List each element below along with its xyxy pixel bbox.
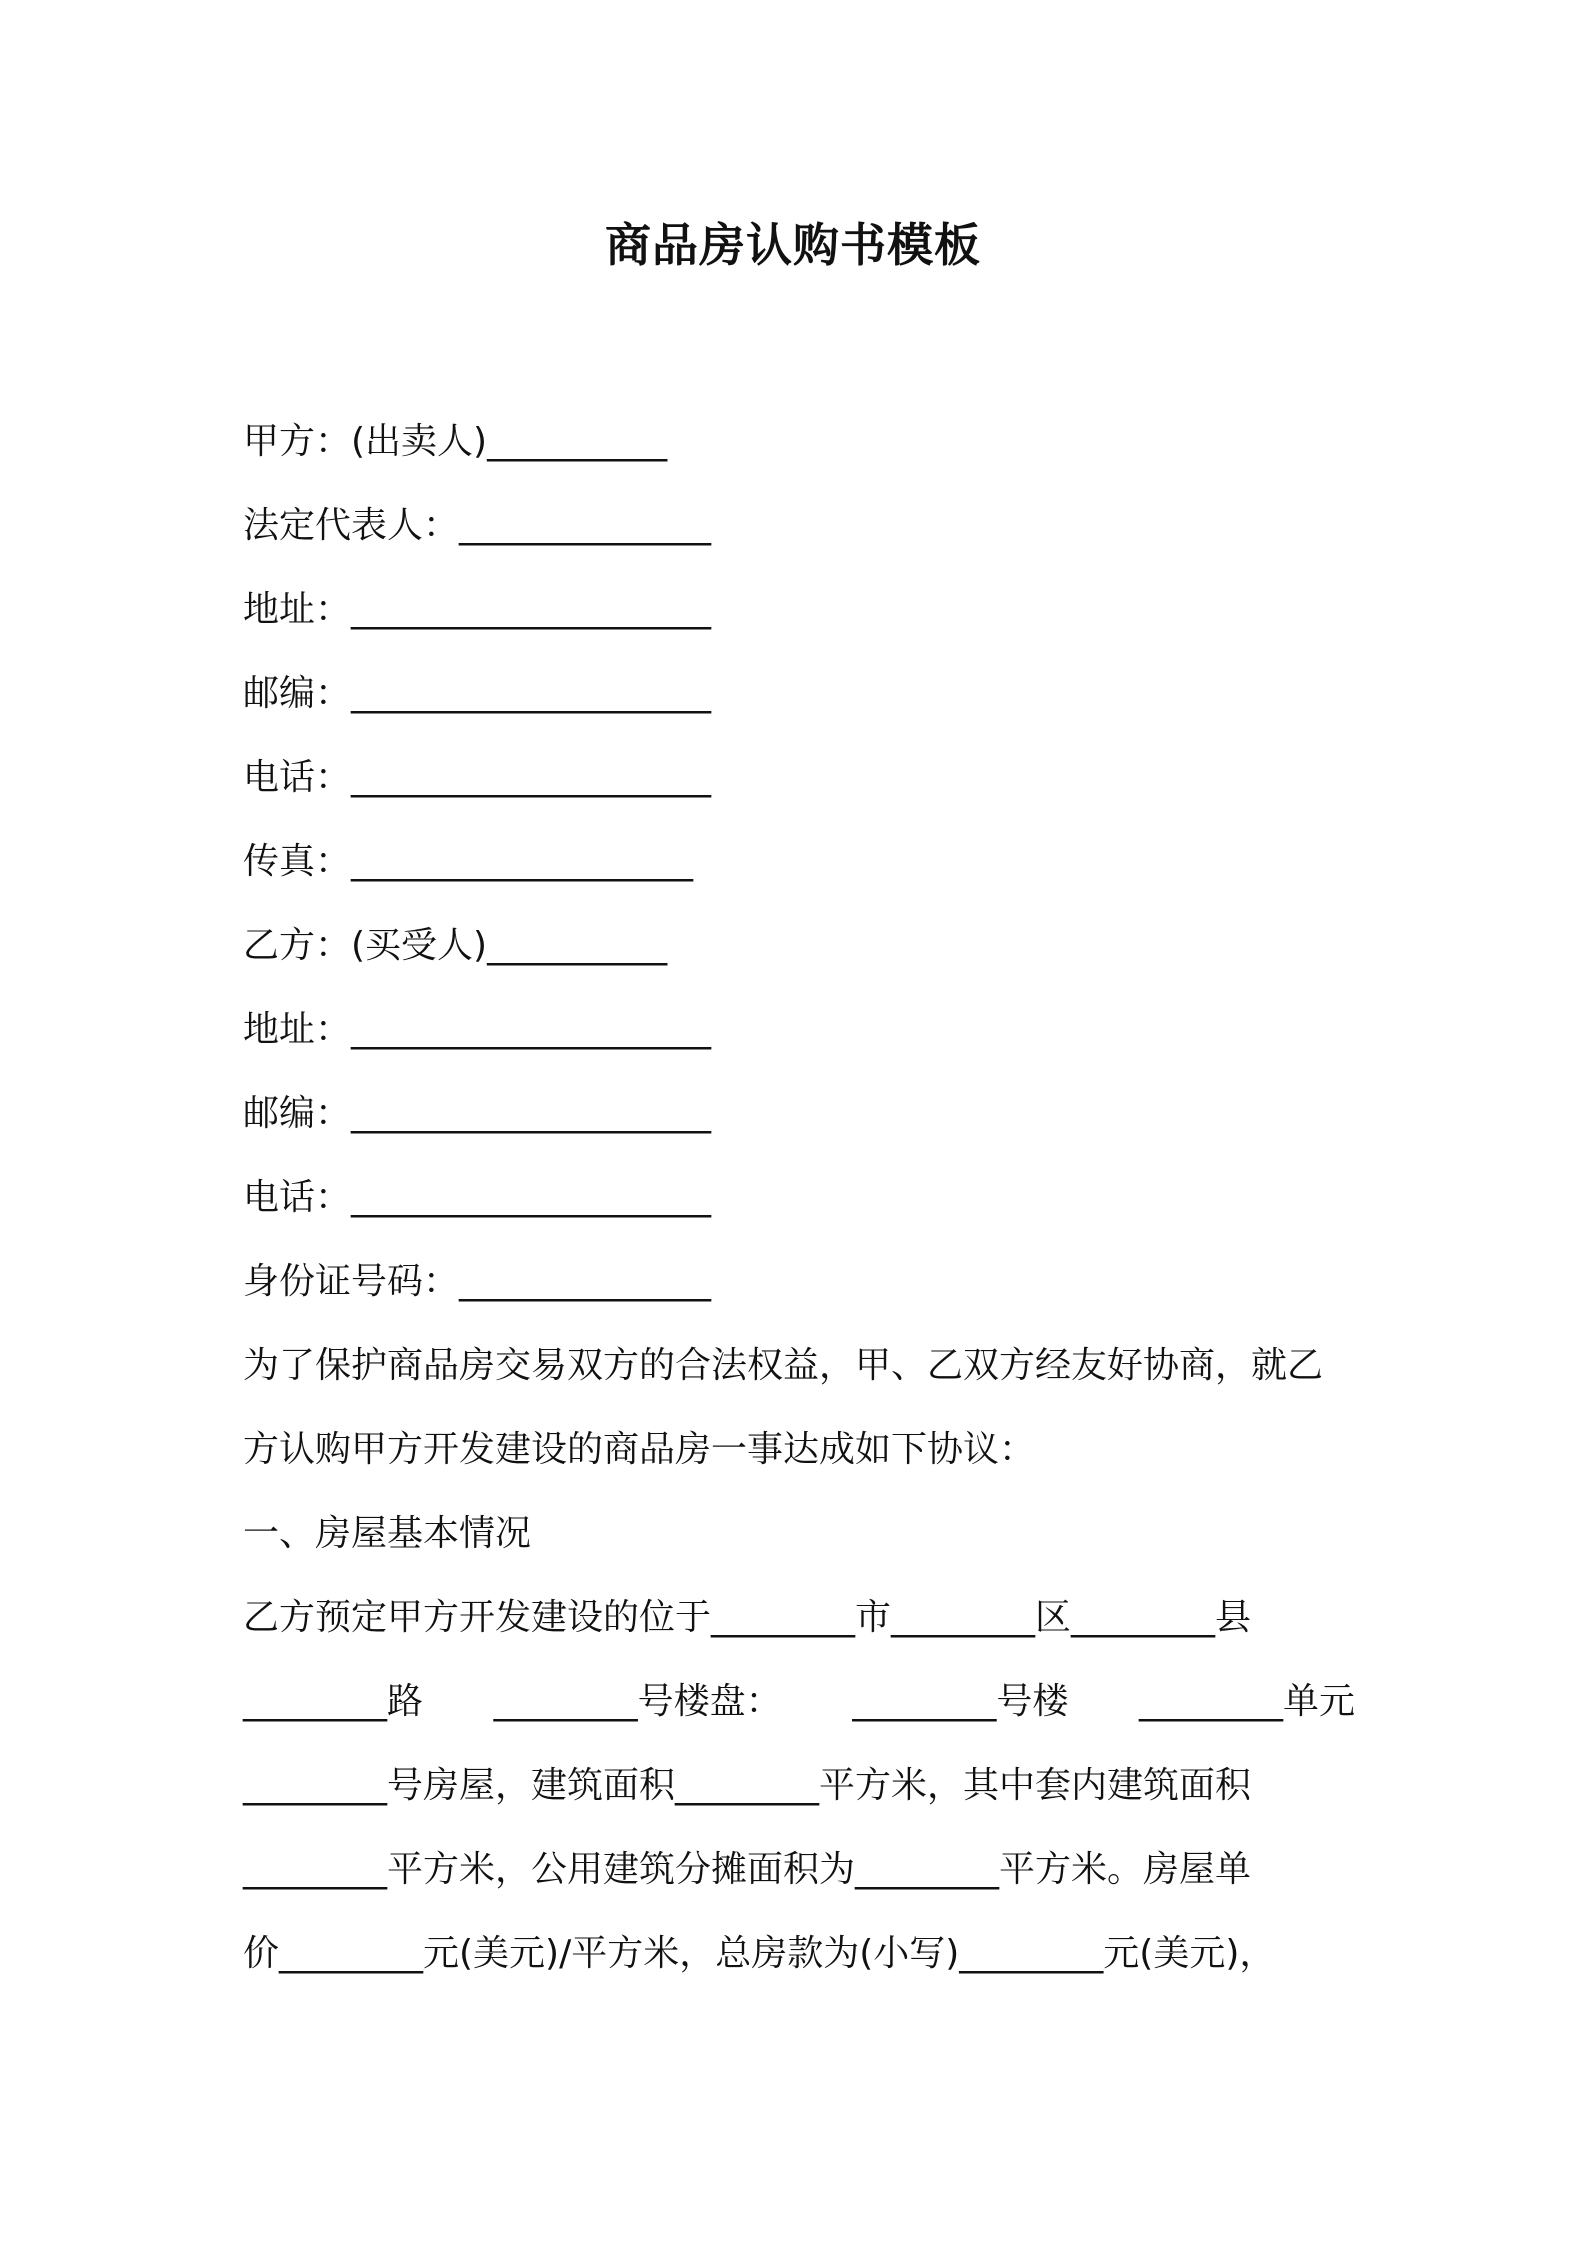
document-body — [243, 400, 1355, 1996]
document-title: 商品房认购书模板 — [605, 218, 981, 272]
field-party-a-postcode: 邮编：____________________ — [243, 673, 712, 714]
field-party-b-postcode: 邮编：____________________ — [243, 1093, 712, 1134]
paragraph-segment: ________号楼 — [852, 1681, 1069, 1722]
field-party-a-address: 地址：____________________ — [243, 589, 712, 630]
section-1-paragraph — [243, 1576, 1355, 1996]
field-party-a: 甲方：(出卖人)__________ — [243, 421, 668, 462]
section-heading: 一、房屋基本情况 — [243, 1513, 532, 1554]
field-party-a-fax: 传真：___________________ — [243, 841, 694, 882]
intro-paragraph — [243, 1324, 1355, 1492]
paragraph-line: ________平方米，公用建筑分摊面积为________平方米。房屋单 — [243, 1849, 1252, 1890]
intro-line: 方认购甲方开发建设的商品房一事达成如下协议： — [243, 1429, 1036, 1470]
paragraph-line: ________号房屋，建筑面积________平方米，其中套内建筑面积 — [243, 1765, 1252, 1806]
intro-line: 为了保护商品房交易双方的合法权益，甲、乙双方经友好协商，就乙 — [243, 1345, 1324, 1386]
field-legal-representative: 法定代表人：______________ — [243, 505, 712, 546]
paragraph-line: 乙方预定甲方开发建设的位于________市________区________县 — [243, 1597, 1252, 1638]
field-party-b-phone: 电话：____________________ — [243, 1177, 712, 1218]
field-id-number: 身份证号码：______________ — [243, 1261, 712, 1302]
field-party-a-phone: 电话：____________________ — [243, 757, 712, 798]
paragraph-line — [243, 1660, 1355, 1744]
field-party-b-address: 地址：____________________ — [243, 1009, 712, 1050]
paragraph-segment: ________号楼盘： — [493, 1681, 782, 1722]
paragraph-segment: ________单元 — [1138, 1681, 1355, 1722]
field-party-b: 乙方：(买受人)__________ — [243, 925, 668, 966]
paragraph-line: 价________元(美元)/平方米，总房款为(小写)________元(美元)， — [243, 1933, 1276, 1974]
paragraph-segment: ________路 — [243, 1681, 424, 1722]
